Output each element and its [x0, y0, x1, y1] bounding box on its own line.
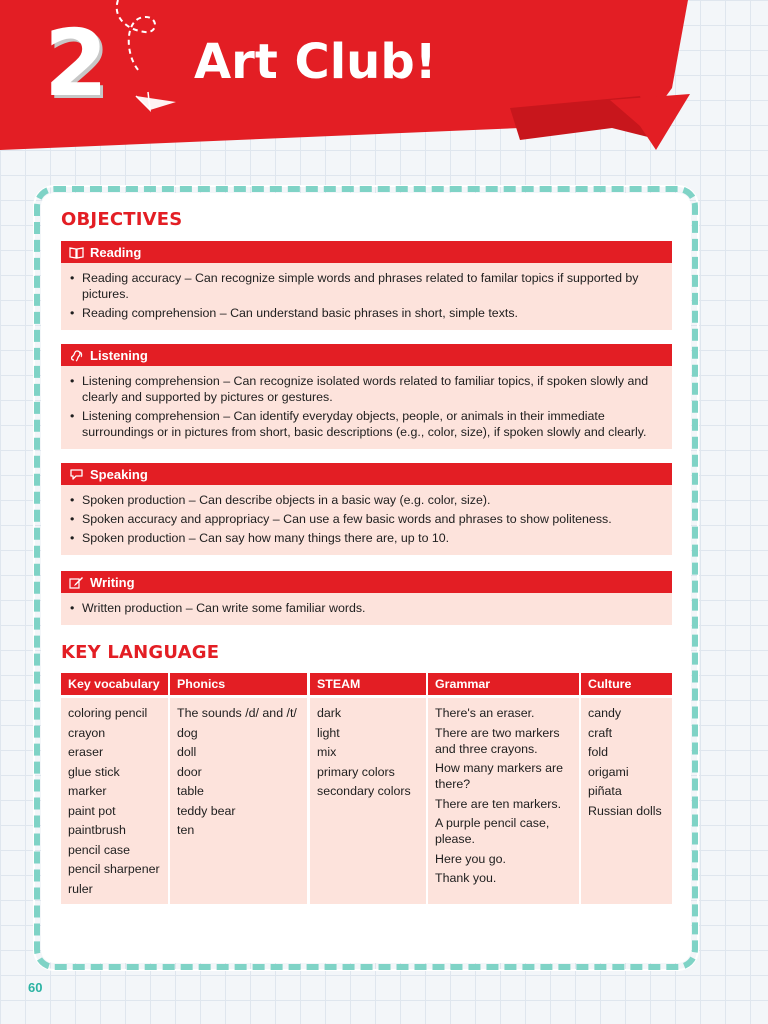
- objective-item: • Spoken production – Can describe objects in a basic way (e.g. color, size).: [69, 492, 664, 508]
- objective-item: • Reading comprehension – Can understand basic phrases in short, simple texts.: [69, 305, 664, 321]
- objective-item: • Spoken accuracy and appropriacy – Can use a few basic words and phrases to show politeness.: [69, 511, 664, 527]
- list-item: origami: [588, 764, 629, 779]
- list-item: There are two markers and three crayons.: [435, 725, 560, 756]
- list-item: light: [317, 725, 340, 740]
- unit-number: 2: [44, 10, 109, 117]
- column-header: Grammar: [428, 673, 579, 695]
- list-item: ruler: [68, 881, 93, 896]
- unit-title: Art Club!: [194, 34, 437, 90]
- list-item: paint pot: [68, 803, 116, 818]
- list-item: fold: [588, 745, 608, 759]
- objective-writing: [61, 571, 672, 625]
- list-item: doll: [177, 745, 197, 759]
- column-steam: [310, 673, 426, 904]
- column-header: STEAM: [310, 673, 426, 695]
- column-key-vocabulary: [61, 673, 168, 904]
- list-item: Russian dolls: [588, 803, 662, 818]
- list-item: pencil case: [68, 842, 130, 857]
- objective-label: Speaking: [90, 466, 148, 482]
- list-item: The sounds /d/ and /t/: [177, 706, 297, 720]
- list-item: craft: [588, 725, 613, 740]
- list-item: There's an eraser.: [435, 706, 535, 720]
- objective-item: • Reading accuracy – Can recognize simple words and phrases related to familar topics if supported by pictures.: [69, 270, 664, 302]
- list-item: dog: [177, 725, 198, 740]
- objective-body: [61, 366, 672, 449]
- objectives-heading: OBJECTIVES: [61, 209, 183, 230]
- objective-body: [61, 263, 672, 330]
- objective-body: [61, 485, 672, 555]
- objective-item: • Written production – Can write some familiar words.: [69, 600, 664, 616]
- list-item: A purple pencil case, please.: [435, 816, 550, 846]
- objective-item: • Listening comprehension – Can recognize isolated words related to familiar topics, if spoken slowly and clearly and supported by pictures or gestures.: [69, 373, 664, 405]
- objective-label: Listening: [90, 347, 148, 363]
- objective-body: [61, 593, 672, 625]
- ear-icon: [68, 348, 84, 362]
- column-header: Phonics: [170, 673, 307, 695]
- column-grammar: [428, 673, 579, 904]
- list-item: primary colors: [317, 764, 395, 779]
- objective-speaking: [61, 463, 672, 555]
- list-item: piñata: [588, 784, 622, 798]
- list-item: table: [177, 784, 204, 798]
- speech-bubble-icon: [68, 467, 84, 481]
- column-body: [581, 698, 672, 904]
- column-body: [61, 698, 168, 904]
- key-language-table: [61, 673, 672, 904]
- list-item: coloring pencil: [68, 706, 148, 720]
- objective-header: [61, 571, 672, 593]
- list-item: candy: [588, 706, 622, 720]
- list-item: crayon: [68, 725, 106, 740]
- objective-item: • Listening comprehension – Can identify everyday objects, people, or animals in their immediate surroundings or in pictures from short, basic descriptions (e.g., color, size), if spoken slowly and clearly.: [69, 408, 664, 440]
- list-item: mix: [317, 745, 337, 759]
- list-item: eraser: [68, 745, 104, 759]
- column-phonics: [170, 673, 307, 904]
- list-item: ten: [177, 823, 195, 837]
- list-item: door: [177, 764, 202, 779]
- objective-item: • Spoken production – Can say how many things there are, up to 10.: [69, 530, 664, 546]
- key-language-heading: KEY LANGUAGE: [61, 642, 220, 663]
- column-header: Culture: [581, 673, 672, 695]
- objective-header: [61, 241, 672, 263]
- objective-label: Reading: [90, 244, 142, 260]
- list-item: teddy bear: [177, 803, 236, 818]
- list-item: Here you go.: [435, 851, 506, 866]
- list-item: dark: [317, 706, 342, 720]
- objective-reading: [61, 241, 672, 330]
- objective-listening: [61, 344, 672, 449]
- objective-label: Writing: [90, 574, 135, 590]
- list-item: How many markers are there?: [435, 761, 564, 791]
- list-item: glue stick: [68, 764, 120, 779]
- unit-banner: [0, 0, 768, 160]
- list-item: There are ten markers.: [435, 796, 562, 811]
- list-item: secondary colors: [317, 784, 411, 798]
- list-item: marker: [68, 784, 107, 798]
- column-header: Key vocabulary: [61, 673, 168, 695]
- column-culture: [581, 673, 672, 904]
- column-body: [310, 698, 426, 904]
- objective-header: [61, 463, 672, 485]
- list-item: Thank you.: [435, 871, 497, 885]
- list-item: paintbrush: [68, 823, 126, 837]
- page-number: 60: [28, 980, 43, 995]
- objective-header: [61, 344, 672, 366]
- pencil-paper-icon: [68, 575, 84, 589]
- column-body: [428, 698, 579, 904]
- list-item: pencil sharpener: [68, 862, 160, 876]
- column-body: [170, 698, 307, 904]
- book-icon: [68, 245, 84, 259]
